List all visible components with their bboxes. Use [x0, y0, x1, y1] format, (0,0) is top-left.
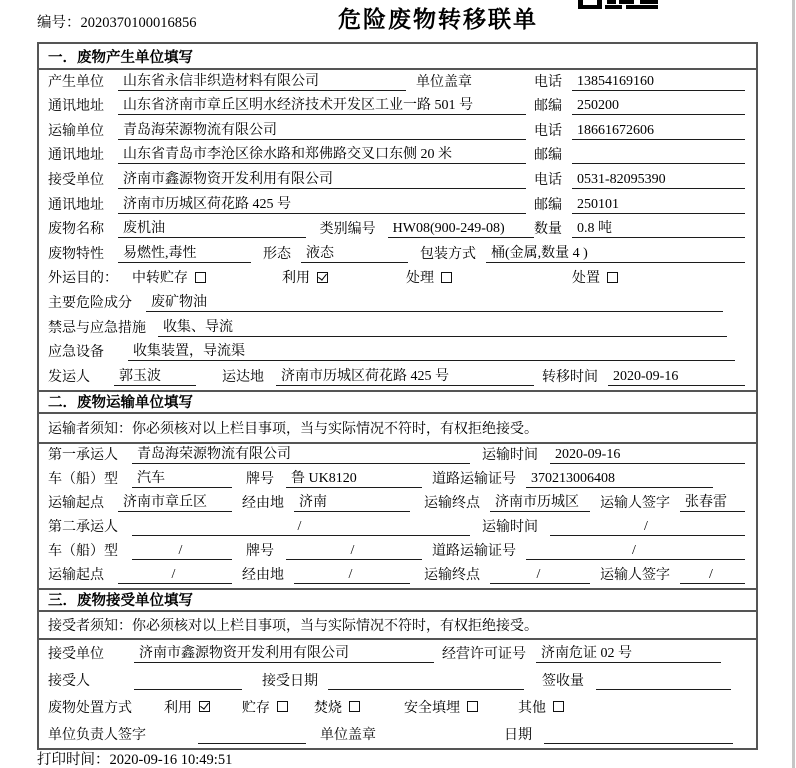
print-time-label: 打印时间：: [37, 752, 110, 768]
unit-seal-label: 单位盖章: [320, 727, 376, 743]
permit-label: 经营许可证号: [442, 646, 526, 662]
transfer-time-value: 2020-09-16: [608, 369, 745, 386]
section1-header: 一．废物产生单位填写: [39, 44, 756, 70]
row-route1: [39, 492, 756, 516]
row-hazard: [39, 291, 756, 316]
route2-end-value: /: [490, 567, 590, 584]
receive-unit-value: 济南市鑫源物资开发利用有限公司: [118, 168, 526, 189]
carrier1-time-value: 2020-09-16: [550, 447, 745, 464]
window-edge: [792, 0, 795, 768]
route2-via-value: /: [294, 567, 410, 584]
license2-label: 道路运输证号: [432, 543, 516, 559]
dest-value: 济南市历城区荷花路 425 号: [276, 365, 534, 386]
signature-label: 单位负责人签字: [48, 727, 146, 743]
route1-sign-label: 运输人签字: [600, 495, 670, 511]
purpose-label: 外运目的：: [48, 271, 118, 287]
purpose-option-dispose: [572, 267, 618, 287]
date-value: [544, 743, 733, 744]
row-carrier1: [39, 444, 756, 468]
receive-date-label: 接受日期: [262, 673, 318, 689]
category-value: HW08(900-249-08): [388, 221, 534, 238]
row-purpose: [39, 267, 756, 292]
transport-zip-value: [572, 163, 745, 164]
route2-via-label: 经由地: [242, 567, 284, 583]
manifest-form: [37, 42, 758, 750]
form-label: 形态: [263, 246, 291, 262]
disposal-option-use: [164, 697, 210, 717]
carrier2-label: 第二承运人: [48, 519, 118, 535]
section2-header: 二．废物运输单位填写: [39, 390, 756, 414]
quantity-label: 数量: [534, 222, 562, 238]
section3-header: 三．废物接受单位填写: [39, 588, 756, 612]
receiver-value: [134, 689, 242, 690]
carrier2-time-label: 运输时间: [482, 519, 538, 535]
emergency-value: 收集、导流: [158, 316, 727, 337]
disposal-option-store-label: 贮存: [242, 700, 270, 716]
purpose-option-dispose-label: 处置: [572, 271, 600, 287]
carrier1-value: 青岛海荣源物流有限公司: [132, 443, 470, 464]
section2-notice: 运输者须知：你必须核对以上栏目事项，当与实际情况不符时，有权拒绝接受。: [39, 414, 756, 444]
page-title: 危险废物转移联单: [338, 6, 538, 32]
route1-start-value: 济南市章丘区: [118, 491, 232, 512]
hazard-label: 主要危险成分: [48, 295, 132, 311]
license1-label: 道路运输证号: [432, 471, 516, 487]
route1-via-value: 济南: [294, 491, 410, 512]
row-waste-name: [39, 218, 756, 243]
waste-name-value: 废机油: [118, 217, 306, 238]
producer-label: 产生单位: [48, 74, 104, 90]
disposal-option-landfill-label: 安全填埋: [404, 700, 460, 716]
purpose-option-transfer: [132, 267, 206, 287]
vehicle2-label: 车（船）型: [48, 543, 118, 559]
route2-sign-value: /: [680, 567, 745, 584]
producer-value: 山东省永信非织造材料有限公司: [118, 70, 406, 91]
disposal-option-landfill: [404, 697, 478, 717]
purpose-option-treat-label: 处理: [406, 271, 434, 287]
transport-phone-value: 18661672606: [572, 123, 745, 140]
row-route2: [39, 564, 756, 588]
carrier1-label: 第一承运人: [48, 447, 118, 463]
row-transport-address: [39, 144, 756, 169]
disposal-option-use-label: 利用: [164, 700, 192, 716]
purpose-option-use: [282, 267, 328, 287]
row-receive-address: [39, 193, 756, 218]
disposal-burn-checkbox: [349, 701, 360, 712]
row-waste-character: [39, 242, 756, 267]
row-signature: [39, 721, 756, 748]
row-producer-address: [39, 95, 756, 120]
plate1-value: 鲁 UK8120: [286, 467, 422, 488]
disposal-option-burn-label: 焚烧: [314, 700, 342, 716]
receive-address-value: 济南市历城区荷花路 425 号: [118, 193, 526, 214]
row-receive-unit2: [39, 640, 756, 667]
plate2-value: /: [286, 543, 422, 560]
route2-end-label: 运输终点: [424, 567, 480, 583]
carrier2-value: /: [132, 519, 470, 536]
route2-start-value: /: [118, 567, 232, 584]
disposal-other-checkbox: [553, 701, 564, 712]
doc-number-label: 编号：: [37, 15, 81, 31]
receive-date-value: [328, 689, 524, 690]
dispatch-value: 郭玉波: [114, 365, 196, 386]
receive-unit-label: 接受单位: [48, 172, 104, 188]
purpose-use-checkbox: [317, 272, 328, 283]
purpose-treat-checkbox: [441, 272, 452, 283]
packing-value: 桶(金属,数量 4 ): [486, 242, 745, 263]
amount-value: [596, 689, 731, 690]
disposal-store-checkbox: [277, 701, 288, 712]
route1-sign-value: 张春雷: [680, 491, 745, 512]
equipment-value: 收集装置，导流渠: [128, 340, 735, 361]
row-disposal: [39, 694, 756, 721]
disposal-option-burn: [314, 697, 360, 717]
waste-character-value: 易燃性,毒性: [118, 242, 251, 263]
date-label: 日期: [504, 727, 532, 743]
dispatch-label: 发运人: [48, 369, 90, 385]
vehicle1-label: 车（船）型: [48, 471, 118, 487]
purpose-option-treat: [406, 267, 452, 287]
license1-value: 370213006408: [526, 471, 713, 488]
route1-via-label: 经由地: [242, 495, 284, 511]
purpose-dispose-checkbox: [607, 272, 618, 283]
print-time: [37, 748, 232, 768]
form-value: 液态: [301, 242, 408, 263]
packing-label: 包装方式: [420, 246, 476, 262]
transport-phone-label: 电话: [534, 123, 562, 139]
vehicle2-value: /: [132, 543, 232, 560]
disposal-option-other-label: 其他: [518, 700, 546, 716]
hazard-value: 废矿物油: [146, 291, 723, 312]
emergency-label: 禁忌与应急措施: [48, 320, 146, 336]
row-receive-unit: [39, 168, 756, 193]
print-time-value: 2020-09-16 10:49:51: [109, 752, 233, 768]
route1-end-label: 运输终点: [424, 495, 480, 511]
section3-notice: 接受者须知：你必须核对以上栏目事项，当与实际情况不符时，有权拒绝接受。: [39, 612, 756, 640]
license2-value: /: [526, 543, 745, 560]
doc-number-value: 2020370100016856: [80, 15, 197, 31]
transport-zip-label: 邮编: [534, 148, 562, 164]
row-transport-unit: [39, 119, 756, 144]
equipment-label: 应急设备: [48, 345, 104, 361]
disposal-landfill-checkbox: [467, 701, 478, 712]
receive-unit2-label: 接受单位: [48, 646, 104, 662]
receive-zip-label: 邮编: [534, 197, 562, 213]
signature-value: [198, 743, 306, 744]
permit-value: 济南危证 02 号: [536, 642, 721, 663]
transport-unit-label: 运输单位: [48, 123, 104, 139]
row-vehicle1: [39, 468, 756, 492]
producer-zip-label: 邮编: [534, 99, 562, 115]
receive-zip-value: 250101: [572, 197, 745, 214]
purpose-option-transfer-label: 中转贮存: [132, 271, 188, 287]
amount-label: 签收量: [542, 673, 584, 689]
seal-label: 单位盖章: [416, 74, 472, 90]
row-equipment: [39, 341, 756, 366]
route1-start-label: 运输起点: [48, 495, 104, 511]
receive-address-label: 通讯地址: [48, 197, 104, 213]
row-vehicle2: [39, 540, 756, 564]
route2-sign-label: 运输人签字: [600, 567, 670, 583]
disposal-option-other: [518, 697, 564, 717]
row-receiver: [39, 667, 756, 694]
transport-unit-value: 青岛海荣源物流有限公司: [118, 119, 526, 140]
producer-zip-value: 250200: [572, 98, 745, 115]
receive-phone-value: 0531-82095390: [572, 172, 745, 189]
carrier2-time-value: /: [550, 519, 745, 536]
waste-character-label: 废物特性: [48, 246, 104, 262]
transport-address-value: 山东省青岛市李沧区徐水路和郑佛路交叉口东侧 20 米: [118, 143, 526, 164]
row-producer: [39, 70, 756, 95]
receive-phone-label: 电话: [534, 172, 562, 188]
row-carrier2: [39, 516, 756, 540]
dest-label: 运达地: [222, 369, 264, 385]
producer-phone-label: 电话: [534, 74, 562, 90]
qr-code-fragment-icon: [578, 0, 662, 10]
disposal-use-checkbox: [199, 701, 210, 712]
plate2-label: 牌号: [246, 543, 274, 559]
producer-address-value: 山东省济南市章丘区明水经济技术开发区工业一路 501 号: [118, 94, 526, 115]
receiver-label: 接受人: [48, 673, 90, 689]
row-dispatch: [39, 365, 756, 390]
transfer-time-label: 转移时间: [542, 369, 598, 385]
vehicle1-value: 汽车: [132, 467, 232, 488]
receive-unit2-value: 济南市鑫源物资开发利用有限公司: [134, 642, 434, 663]
purpose-transfer-checkbox: [195, 272, 206, 283]
transport-address-label: 通讯地址: [48, 148, 104, 164]
producer-address-label: 通讯地址: [48, 99, 104, 115]
route1-end-value: 济南市历城区: [490, 491, 590, 512]
purpose-option-use-label: 利用: [282, 271, 310, 287]
plate1-label: 牌号: [246, 471, 274, 487]
route2-start-label: 运输起点: [48, 567, 104, 583]
category-label: 类别编号: [319, 222, 376, 238]
disposal-label: 废物处置方式: [48, 700, 132, 716]
producer-phone-value: 13854169160: [572, 74, 745, 91]
disposal-option-store: [242, 697, 288, 717]
quantity-value: 0.8 吨: [572, 217, 745, 238]
waste-name-label: 废物名称: [48, 222, 104, 238]
carrier1-time-label: 运输时间: [482, 447, 538, 463]
row-emergency: [39, 316, 756, 341]
